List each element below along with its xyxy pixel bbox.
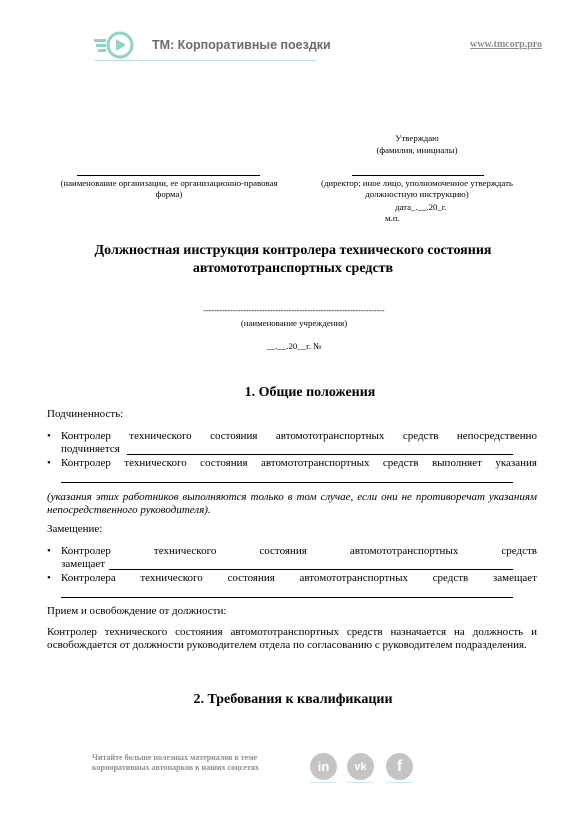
- fill-line: [109, 569, 513, 570]
- approve-label: Утверждаю: [395, 133, 439, 143]
- list-item: [47, 457, 537, 487]
- site-link[interactable]: www.tmcorp.pro: [470, 39, 543, 50]
- bullet-icon: •: [47, 457, 51, 469]
- document-title: Должностная инструкция контролера технического состояния автомототранспортных средств: [94, 243, 492, 276]
- list-item: [47, 572, 537, 602]
- fill-line: [127, 454, 513, 455]
- brand-underline: [94, 60, 316, 61]
- hire-label: Прием и освобождение от должности:: [47, 605, 227, 617]
- fill-line: [61, 597, 513, 598]
- list-item-text: замещает: [61, 558, 106, 570]
- org-signature-line: [77, 175, 260, 176]
- vk-icon[interactable]: vk: [347, 753, 374, 780]
- brand-name: ТМ: Корпоративные поездки: [152, 38, 331, 52]
- social-underline: [347, 782, 374, 783]
- fio-caption: (фамилия, инициалы): [376, 145, 458, 155]
- stamp-place: м.п.: [385, 213, 400, 223]
- director-signature-line: [352, 175, 484, 176]
- logo-icon: [94, 30, 138, 60]
- social-underline: [386, 782, 413, 783]
- director-caption: (директор; иное лицо, уполномоченное утверждать должностную инструкцию): [321, 178, 513, 199]
- note-text: (указания этих работников выполняются только в том случае, если они не противоречат указаниям непосредственного руководителя).: [47, 491, 537, 516]
- bullet-icon: •: [47, 545, 51, 557]
- footer-text: Читайте больше полезных материалов в теме корпоративных автопарков в наших соцсетях: [92, 753, 259, 772]
- org-caption: (наименование организации, ее организационно-правовая форма): [60, 178, 278, 199]
- replacement-label: Замещение:: [47, 523, 103, 535]
- facebook-icon[interactable]: f: [386, 753, 413, 780]
- list-item-text: Контролер технического состояния автомототранспортных средств: [61, 545, 537, 557]
- institution-line: --------------------------------------------------------------------: [203, 306, 385, 315]
- approve-date: дата_.__.20_г.: [395, 202, 447, 212]
- hire-text: Контролер технического состояния автомототранспортных средств назначается на должность и освобождается от должности руководителем отдела по согласованию с руководителем подразделения.: [47, 626, 537, 651]
- list-item: [47, 545, 537, 575]
- social-underline: [310, 782, 337, 783]
- institution-caption: (наименование учреждения): [240, 318, 348, 328]
- fill-line: [61, 482, 513, 483]
- list-item-text: Контролер технического состояния автомототранспортных средств непосредственно: [61, 430, 537, 442]
- linkedin-icon[interactable]: in: [310, 753, 337, 780]
- list-item: [47, 430, 537, 460]
- document-date: __.__.20__г. №: [266, 341, 322, 351]
- list-item-text: Контролера технического состояния автомототранспортных средств замещает: [61, 572, 537, 584]
- section-heading: 1. Общие положения: [244, 385, 376, 400]
- subordination-label: Подчиненность:: [47, 408, 124, 420]
- section-heading: 2. Требования к квалификации: [193, 692, 393, 707]
- bullet-icon: •: [47, 572, 51, 584]
- list-item-text: Контролер технического состояния автомототранспортных средств выполняет указания: [61, 457, 537, 469]
- bullet-icon: •: [47, 430, 51, 442]
- list-item-text: подчиняется: [61, 443, 120, 455]
